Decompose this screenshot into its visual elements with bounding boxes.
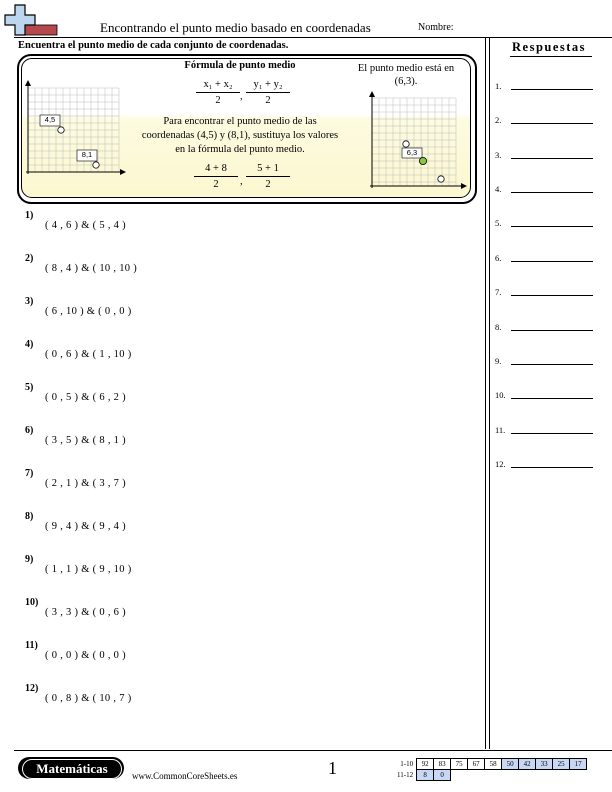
question-number: 5) bbox=[25, 382, 34, 393]
formula-x-denominator: 2 bbox=[215, 95, 221, 106]
question-number: 8) bbox=[25, 511, 34, 522]
score-cell: 92 bbox=[417, 759, 434, 770]
answer-number: 8. bbox=[495, 322, 502, 332]
answer-number: 2. bbox=[495, 115, 502, 125]
score-row bbox=[395, 759, 587, 770]
score-cell: 58 bbox=[485, 759, 502, 770]
question-text: ( 0 , 5 ) & ( 6 , 2 ) bbox=[45, 392, 126, 403]
score-row-label: 1-10 bbox=[400, 760, 414, 768]
formula-x bbox=[196, 79, 240, 106]
answer-number: 12. bbox=[495, 459, 506, 469]
substitution-comma: , bbox=[240, 176, 243, 187]
score-cell: 8 bbox=[417, 770, 434, 781]
score-cell: 50 bbox=[502, 759, 519, 770]
answer-field[interactable] bbox=[511, 330, 593, 331]
question-number: 1) bbox=[25, 210, 34, 221]
question-number: 12) bbox=[25, 683, 39, 694]
answer-field[interactable] bbox=[511, 192, 593, 193]
question-text: ( 0 , 8 ) & ( 10 , 7 ) bbox=[45, 693, 132, 704]
answers-title-underline bbox=[510, 56, 592, 57]
answer-field[interactable] bbox=[511, 398, 593, 399]
answers-title: Respuestas bbox=[512, 40, 587, 54]
question-number: 2) bbox=[25, 253, 34, 264]
score-cell: 83 bbox=[434, 759, 451, 770]
answer-number: 6. bbox=[495, 253, 502, 263]
score-cell: 0 bbox=[434, 770, 451, 781]
website-link[interactable]: www.CommonCoreSheets.es bbox=[132, 771, 238, 781]
question-number: 9) bbox=[25, 554, 34, 565]
instructions: Encuentra el punto medio de cada conjunto de coordenadas. bbox=[18, 40, 289, 51]
score-cell: 25 bbox=[553, 759, 570, 770]
answer-number: 10. bbox=[495, 390, 506, 400]
score-cell: 33 bbox=[536, 759, 553, 770]
question-text: ( 8 , 4 ) & ( 10 , 10 ) bbox=[45, 263, 138, 274]
substitution-y bbox=[246, 163, 290, 190]
question-text: ( 6 , 10 ) & ( 0 , 0 ) bbox=[45, 306, 132, 317]
formula-title: Fórmula de punto medio bbox=[184, 60, 296, 71]
example-graph-midpoint bbox=[362, 88, 470, 192]
answer-field[interactable] bbox=[511, 433, 593, 434]
formula-comma: , bbox=[240, 91, 243, 102]
answer-number: 9. bbox=[495, 356, 502, 366]
question-text: ( 9 , 4 ) & ( 9 , 4 ) bbox=[45, 521, 126, 532]
score-row-label: 11-12 bbox=[397, 771, 414, 779]
answer-number: 5. bbox=[495, 218, 502, 228]
answer-field[interactable] bbox=[511, 89, 593, 90]
header-rule bbox=[14, 37, 612, 38]
substitution-y-denominator: 2 bbox=[265, 179, 271, 190]
score-row bbox=[395, 770, 587, 781]
subject-label: Matemáticas bbox=[22, 759, 122, 779]
footer-rule bbox=[14, 750, 612, 751]
point-a-label: 4,5 bbox=[44, 115, 56, 124]
column-divider-right bbox=[489, 37, 490, 749]
formula-y-denominator: 2 bbox=[265, 95, 271, 106]
formula-explanation: Para encontrar el punto medio de las coordenadas (4,5) y (8,1), sustituya los valores en la fórmula del punto medio. bbox=[141, 116, 339, 155]
score-cell: 75 bbox=[451, 759, 468, 770]
formula-y-numerator: y₁ + y₂ bbox=[246, 79, 290, 93]
name-label: Nombre: bbox=[418, 22, 454, 33]
question-text: ( 0 , 0 ) & ( 0 , 0 ) bbox=[45, 650, 126, 661]
question-text: ( 1 , 1 ) & ( 9 , 10 ) bbox=[45, 564, 132, 575]
column-divider-left bbox=[485, 37, 486, 749]
answer-field[interactable] bbox=[511, 364, 593, 365]
substitution-y-numerator: 5 + 1 bbox=[246, 163, 290, 177]
formula-y bbox=[246, 79, 290, 106]
score-cell: 42 bbox=[519, 759, 536, 770]
answer-field[interactable] bbox=[511, 123, 593, 124]
question-text: ( 3 , 3 ) & ( 0 , 6 ) bbox=[45, 607, 126, 618]
question-number: 4) bbox=[25, 339, 34, 350]
substitution-x-denominator: 2 bbox=[213, 179, 219, 190]
formula-x-numerator: x₁ + x₂ bbox=[196, 79, 240, 93]
score-cell: 67 bbox=[468, 759, 485, 770]
score-table bbox=[395, 758, 587, 781]
example-graph-points bbox=[20, 78, 130, 180]
page-number: 1 bbox=[328, 758, 337, 778]
answer-number: 7. bbox=[495, 287, 502, 297]
answer-field[interactable] bbox=[511, 158, 593, 159]
question-number: 6) bbox=[25, 425, 34, 436]
answer-number: 4. bbox=[495, 184, 502, 194]
answer-number: 1. bbox=[495, 81, 502, 91]
answer-field[interactable] bbox=[511, 295, 593, 296]
question-text: ( 4 , 6 ) & ( 5 , 4 ) bbox=[45, 220, 126, 231]
question-number: 7) bbox=[25, 468, 34, 479]
midpoint-text: El punto medio está en (6,3). bbox=[357, 63, 455, 87]
plus-logo-icon bbox=[3, 3, 59, 37]
answer-field[interactable] bbox=[511, 226, 593, 227]
question-text: ( 3 , 5 ) & ( 8 , 1 ) bbox=[45, 435, 126, 446]
answer-number: 11. bbox=[495, 425, 506, 435]
point-b-label: 8,1 bbox=[81, 150, 93, 159]
question-number: 3) bbox=[25, 296, 34, 307]
answer-field[interactable] bbox=[511, 261, 593, 262]
question-number: 11) bbox=[25, 640, 38, 651]
page-title: Encontrando el punto medio basado en coordenadas bbox=[100, 20, 371, 35]
substitution-x-numerator: 4 + 8 bbox=[194, 163, 238, 177]
score-cell: 17 bbox=[570, 759, 587, 770]
answer-field[interactable] bbox=[511, 467, 593, 468]
question-text: ( 0 , 6 ) & ( 1 , 10 ) bbox=[45, 349, 132, 360]
midpoint-label: 6,3 bbox=[406, 148, 418, 157]
answer-number: 3. bbox=[495, 150, 502, 160]
question-text: ( 2 , 1 ) & ( 3 , 7 ) bbox=[45, 478, 126, 489]
question-number: 10) bbox=[25, 597, 39, 608]
substitution-x bbox=[194, 163, 238, 190]
